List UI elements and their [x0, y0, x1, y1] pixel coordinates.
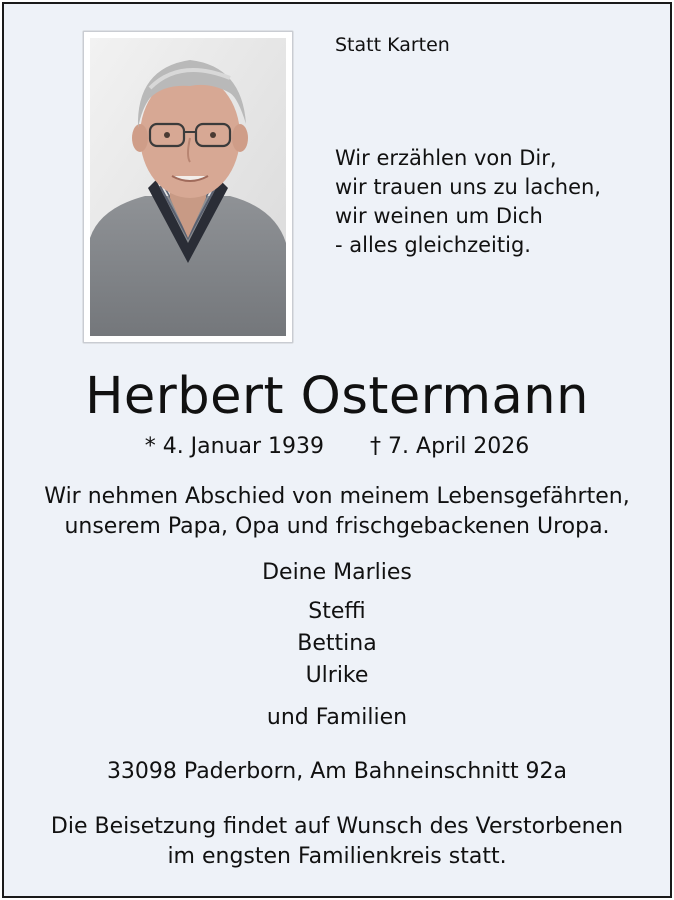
statt-karten-label: Statt Karten: [335, 34, 450, 56]
burial-line: Die Beisetzung findet auf Wunsch des Verstorbenen: [50, 814, 624, 839]
burial-notice: [4, 812, 670, 872]
poem: [335, 144, 601, 260]
burial-line: im engsten Familienkreis statt.: [167, 844, 507, 869]
farewell-text: [4, 482, 670, 542]
address: 33098 Paderborn, Am Bahneinschnitt 92a: [106, 759, 568, 784]
death-date: † 7. April 2026: [370, 434, 530, 459]
obituary-card: [2, 2, 672, 898]
farewell-line: unserem Papa, Opa und frischgebackenen Uropa.: [64, 514, 610, 539]
mourner-child: Bettina: [297, 631, 377, 656]
mourner-partner: Deine Marlies: [262, 560, 412, 585]
poem-line: wir trauen uns zu lachen,: [335, 175, 601, 199]
portrait-frame: [83, 31, 293, 343]
life-dates: [4, 434, 670, 459]
mourner-child: Ulrike: [305, 663, 369, 688]
portrait-illustration: [90, 38, 286, 336]
poem-line: Wir erzählen von Dir,: [335, 146, 557, 170]
birth-date: * 4. Januar 1939: [144, 434, 325, 459]
farewell-line: Wir nehmen Abschied von meinem Lebensgefährten,: [44, 484, 630, 509]
poem-line: - alles gleichzeitig.: [335, 233, 531, 257]
portrait-photo: [90, 38, 286, 336]
deceased-name: Herbert Ostermann: [85, 367, 589, 426]
mourner-child: Steffi: [308, 599, 366, 624]
mourner-families: und Familien: [266, 705, 408, 730]
poem-line: wir weinen um Dich: [335, 204, 543, 228]
